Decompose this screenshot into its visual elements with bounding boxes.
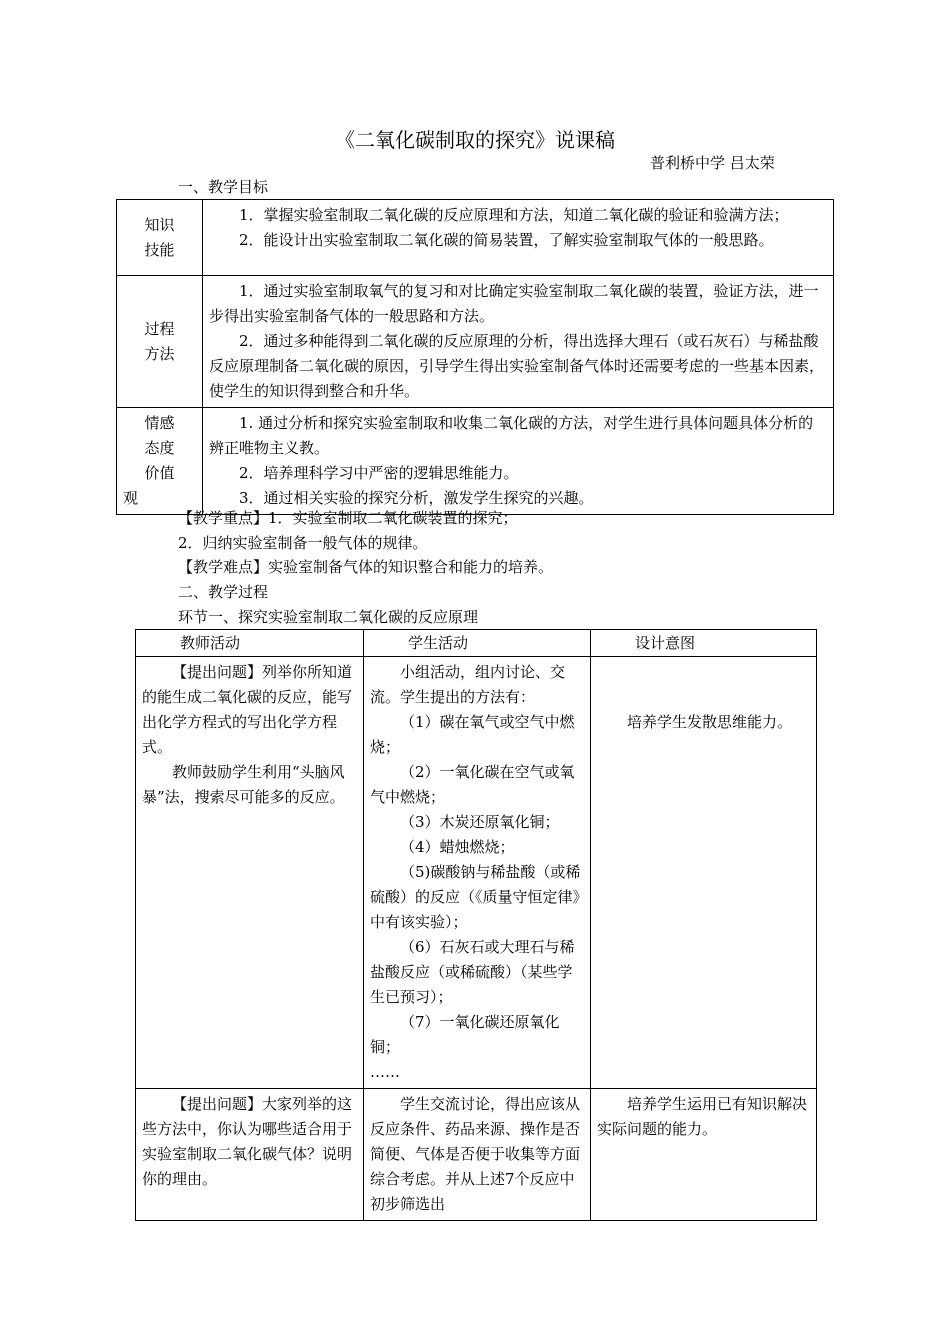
section-heading-process: 二、教学过程 xyxy=(178,583,269,601)
process-header-row xyxy=(136,630,817,657)
design-intent: 培养学生运用已有知识解决实际问题的能力。 xyxy=(591,1089,817,1221)
goal-content: 1. 通过分析和探究实验室制取和收集二氧化碳的方法，对学生进行具体问题具体分析的辨正唯物主义教。 2．培养理科学习中严密的逻辑思维能力。 3．通过相关实验的探究分析，激发学生探究的兴趣。 xyxy=(203,408,834,515)
column-header: 学生活动 xyxy=(364,630,591,657)
teaching-goals-table xyxy=(116,199,834,515)
teacher-activity: 【提出问题】大家列举的这些方法中，你认为哪些适合用于实验室制取二氧化碳气体？说明你的理由。 xyxy=(136,1089,364,1221)
key-point: 【教学重点】1．实验室制取二氧化碳装置的探究； xyxy=(178,509,518,527)
difficulty-point: 【教学难点】实验室制备气体的知识整合和能力的培养。 xyxy=(178,558,554,576)
step-heading: 环节一、探究实验室制取二氧化碳的反应原理 xyxy=(178,608,479,626)
teacher-activity: 【提出问题】列举你所知道的能生成二氧化碳的反应，能写出化学方程式的写出化学方程式。 教师鼓励学生利用“头脑风暴”法，搜索尽可能多的反应。 xyxy=(136,657,364,1089)
process-row xyxy=(136,657,817,1089)
student-activity: 学生交流讨论，得出应该从反应条件、药品来源、操作是否简便、气体是否便于收集等方面综合考虑。并从上述7个反应中初步筛选出 xyxy=(364,1089,591,1221)
process-row xyxy=(136,1089,817,1221)
process-table xyxy=(135,629,817,1221)
section-heading-goals: 一、教学目标 xyxy=(178,178,269,196)
goal-content: 1．通过实验室制取氧气的复习和对比确定实验室制取二氧化碳的装置，验证方法，进一步得出实验室制备气体的一般思路和方法。 2．通过多种能得到二氧化碳的反应原理的分析，得出选择大理石（或石灰石）与稀盐酸反应原理制备二氧化碳的原因，引导学生得出实验室制备气体时还需要考虑的一些基本因素，使学生的知识得到整合和升华。 xyxy=(203,276,834,408)
document-title: 《二氧化碳制取的探究》说课稿 xyxy=(335,128,615,152)
key-point: 2．归纳实验室制备一般气体的规律。 xyxy=(178,534,428,552)
column-header: 教师活动 xyxy=(136,630,364,657)
author-line: 普利桥中学 吕太荣 xyxy=(650,154,775,172)
goal-row-process xyxy=(117,276,834,408)
goal-content: 1．掌握实验室制取二氧化碳的反应原理和方法，知道二氧化碳的验证和验满方法； 2．能设计出实验室制取二氧化碳的简易装置，了解实验室制取气体的一般思路。 xyxy=(203,200,834,276)
student-activity: 小组活动，组内讨论、交流。学生提出的方法有： （1）碳在氧气或空气中燃烧； （2）一氧化碳在空气或氧气中燃烧； （3）木炭还原氧化铜； （4）蜡烛燃烧； （5)碳酸钠与稀盐酸（或稀硫酸）的反应（《质量守恒定律》中有该实验）； （6）石灰石或大理石与稀盐酸反应（或稀硫酸）（某些学生已预习）； （7）一氧化碳还原氧化铜； …… xyxy=(364,657,591,1089)
goal-row-knowledge xyxy=(117,200,834,276)
column-header: 设计意图 xyxy=(591,630,817,657)
goal-label: 过程 方法 xyxy=(117,276,203,408)
goal-label: 知识 技能 xyxy=(117,200,203,276)
design-intent: 培养学生发散思维能力。 xyxy=(591,657,817,1089)
goal-label: 情感 态度 价值 观 xyxy=(117,408,203,515)
goal-row-emotion xyxy=(117,408,834,515)
